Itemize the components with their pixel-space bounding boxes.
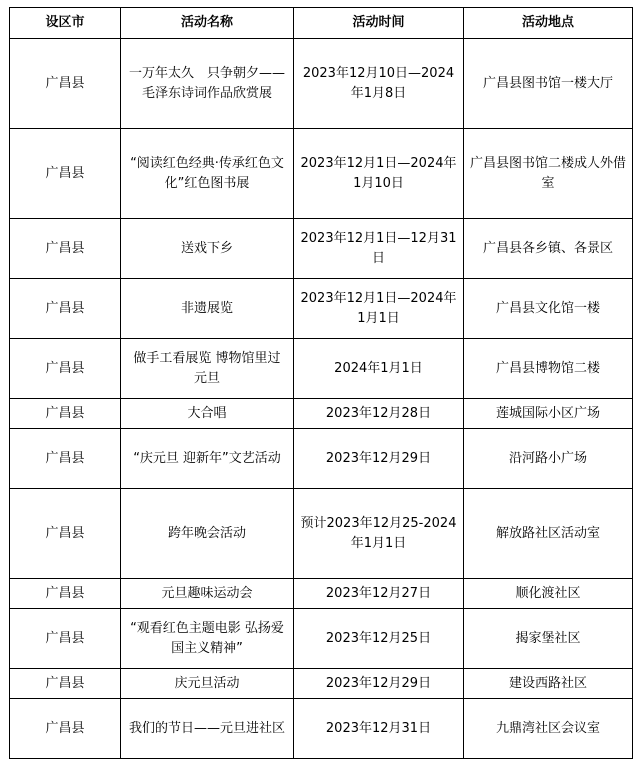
table-row: [10, 399, 633, 429]
cell-city: 广昌县: [10, 279, 121, 339]
events-table: [9, 7, 633, 759]
cell-event-time: 2023年12月27日: [294, 579, 464, 609]
table-row: [10, 429, 633, 489]
cell-event-name: 庆元旦活动: [121, 669, 294, 699]
cell-event-place: 揭家堡社区: [464, 609, 633, 669]
cell-event-time: 2023年12月28日: [294, 399, 464, 429]
cell-event-place: 广昌县博物馆二楼: [464, 339, 633, 399]
cell-event-time: 2023年12月29日: [294, 669, 464, 699]
cell-event-time: 2024年1月1日: [294, 339, 464, 399]
table-row: [10, 219, 633, 279]
header-city: 设区市: [10, 8, 121, 39]
header-event-time: 活动时间: [294, 8, 464, 39]
cell-event-place: 广昌县图书馆二楼成人外借室: [464, 129, 633, 219]
header-event-name: 活动名称: [121, 8, 294, 39]
cell-event-name: “庆元旦 迎新年”文艺活动: [121, 429, 294, 489]
cell-event-time: 预计2023年12月25-2024年1月1日: [294, 489, 464, 579]
cell-event-place: 广昌县图书馆一楼大厅: [464, 39, 633, 129]
cell-city: 广昌县: [10, 39, 121, 129]
table-row: [10, 489, 633, 579]
cell-event-place: 九鼎湾社区会议室: [464, 699, 633, 759]
header-event-place: 活动地点: [464, 8, 633, 39]
cell-event-name: 一万年太久 只争朝夕——毛泽东诗词作品欣赏展: [121, 39, 294, 129]
cell-city: 广昌县: [10, 489, 121, 579]
cell-event-time: 2023年12月1日—2024年1月10日: [294, 129, 464, 219]
table-row: [10, 39, 633, 129]
cell-city: 广昌县: [10, 579, 121, 609]
cell-event-time: 2023年12月29日: [294, 429, 464, 489]
cell-city: 广昌县: [10, 699, 121, 759]
cell-event-place: 顺化渡社区: [464, 579, 633, 609]
cell-city: 广昌县: [10, 399, 121, 429]
cell-event-place: 广昌县各乡镇、各景区: [464, 219, 633, 279]
cell-city: 广昌县: [10, 129, 121, 219]
table-row: [10, 339, 633, 399]
cell-event-name: 做手工看展览 博物馆里过元旦: [121, 339, 294, 399]
cell-event-place: 广昌县文化馆一楼: [464, 279, 633, 339]
cell-event-time: 2023年12月10日—2024年1月8日: [294, 39, 464, 129]
cell-event-time: 2023年12月25日: [294, 609, 464, 669]
table-row: [10, 699, 633, 759]
cell-event-name: 送戏下乡: [121, 219, 294, 279]
table-row: [10, 609, 633, 669]
header-row: [10, 8, 633, 39]
table-row: [10, 279, 633, 339]
cell-event-place: 沿河路小广场: [464, 429, 633, 489]
cell-event-name: “阅读红色经典·传承红色文化”红色图书展: [121, 129, 294, 219]
cell-event-time: 2023年12月31日: [294, 699, 464, 759]
cell-event-name: 跨年晚会活动: [121, 489, 294, 579]
table-row: [10, 129, 633, 219]
cell-city: 广昌县: [10, 669, 121, 699]
cell-event-name: 大合唱: [121, 399, 294, 429]
cell-event-time: 2023年12月1日—2024年1月1日: [294, 279, 464, 339]
cell-city: 广昌县: [10, 219, 121, 279]
cell-event-name: 元旦趣味运动会: [121, 579, 294, 609]
cell-event-name: 非遗展览: [121, 279, 294, 339]
table-row: [10, 669, 633, 699]
table-row: [10, 579, 633, 609]
cell-event-place: 建设西路社区: [464, 669, 633, 699]
cell-event-place: 解放路社区活动室: [464, 489, 633, 579]
cell-event-time: 2023年12月1日—12月31日: [294, 219, 464, 279]
cell-city: 广昌县: [10, 609, 121, 669]
cell-event-name: 我们的节日——元旦进社区: [121, 699, 294, 759]
cell-event-place: 莲城国际小区广场: [464, 399, 633, 429]
cell-event-name: “观看红色主题电影 弘扬爱国主义精神”: [121, 609, 294, 669]
cell-city: 广昌县: [10, 339, 121, 399]
cell-city: 广昌县: [10, 429, 121, 489]
